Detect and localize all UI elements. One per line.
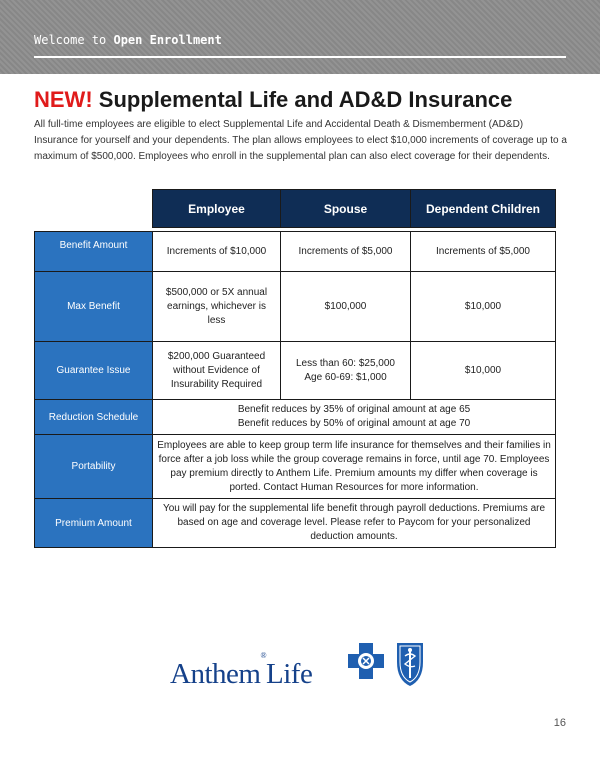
cell-max-spouse: $100,000	[281, 272, 411, 342]
header-title	[34, 33, 222, 47]
cell-portability: Employees are able to keep group term life insurance for themselves and their families in force after a job loss while the group coverage remains in force, until age 70. Employees pay premium directly to Anthem Life. Premium amounts my differ when coverage is ported. Contact Human Resources for more information.	[153, 435, 556, 499]
benefits-table	[34, 189, 556, 548]
row-head-max-benefit: Max Benefit	[35, 272, 153, 342]
title-new-badge: NEW!	[34, 87, 93, 112]
row-head-reduction-schedule: Reduction Schedule	[35, 400, 153, 435]
table-row	[35, 232, 556, 272]
row-head-benefit-amount: Benefit Amount	[35, 232, 153, 272]
table-row	[35, 342, 556, 400]
page-number: 16	[553, 717, 566, 729]
table-corner	[35, 190, 153, 228]
blue-shield-icon	[397, 643, 423, 686]
guarantee-spouse-line2: Age 60-69: $1,000	[304, 371, 387, 383]
table-row	[35, 435, 556, 499]
logo-registered-mark: ®	[260, 651, 267, 661]
header-divider	[34, 56, 566, 58]
intro-paragraph: All full-time employees are eligible to elect Supplemental Life and Accidental Death & Dismemberment (AD&D) Insurance for yourself and your dependents. The plan allows employees to elect $10,000 increments of coverage up to a maximum of $500,000. Employees who enroll in the supplemental plan can also elect coverage for their dependents.	[34, 119, 567, 162]
cell-guarantee-children: $10,000	[411, 342, 556, 400]
logo-life-word: Life	[266, 658, 313, 690]
anthem-life-logo	[170, 651, 313, 691]
guarantee-spouse-line1: Less than 60: $25,000	[296, 357, 395, 369]
row-head-portability: Portability	[35, 435, 153, 499]
row-head-guarantee-issue: Guarantee Issue	[35, 342, 153, 400]
table-row	[35, 400, 556, 435]
col-head-employee: Employee	[153, 190, 281, 228]
logo-anthem-word: Anthem	[170, 658, 261, 690]
cell-max-children: $10,000	[411, 272, 556, 342]
table-row	[35, 499, 556, 548]
title-text: Supplemental Life and AD&D Insurance	[98, 87, 513, 112]
reduction-line1: Benefit reduces by 35% of original amount at age 65	[237, 404, 471, 415]
blue-cross-icon	[348, 643, 384, 679]
cell-max-employee: $500,000 or 5X annual earnings, whichever is less	[153, 272, 281, 342]
header-welcome: Welcome to	[34, 33, 107, 47]
cell-benefit-children: Increments of $5,000	[411, 232, 556, 272]
blue-cross-blue-shield-logo	[345, 640, 435, 690]
reduction-line2: Benefit reduces by 50% of original amount at age 70	[237, 418, 471, 429]
col-head-dependent-children: Dependent Children	[411, 190, 556, 228]
cell-premium-amount: You will pay for the supplemental life benefit through payroll deductions. Premiums are based on age and coverage level. Please refer to Paycom for your personalized deduction amounts.	[153, 499, 556, 548]
page-header	[0, 0, 600, 74]
header-section: Open Enrollment	[113, 33, 222, 47]
row-head-premium-amount: Premium Amount	[35, 499, 153, 548]
col-head-spouse: Spouse	[281, 190, 411, 228]
page-title	[34, 87, 512, 113]
table-row	[35, 272, 556, 342]
table-header-row	[35, 190, 556, 228]
cell-reduction-schedule	[153, 400, 556, 435]
cell-guarantee-employee: $200,000 Guaranteed without Evidence of Insurability Required	[153, 342, 281, 400]
cell-guarantee-spouse	[281, 342, 411, 400]
cell-benefit-employee: Increments of $10,000	[153, 232, 281, 272]
cell-benefit-spouse: Increments of $5,000	[281, 232, 411, 272]
